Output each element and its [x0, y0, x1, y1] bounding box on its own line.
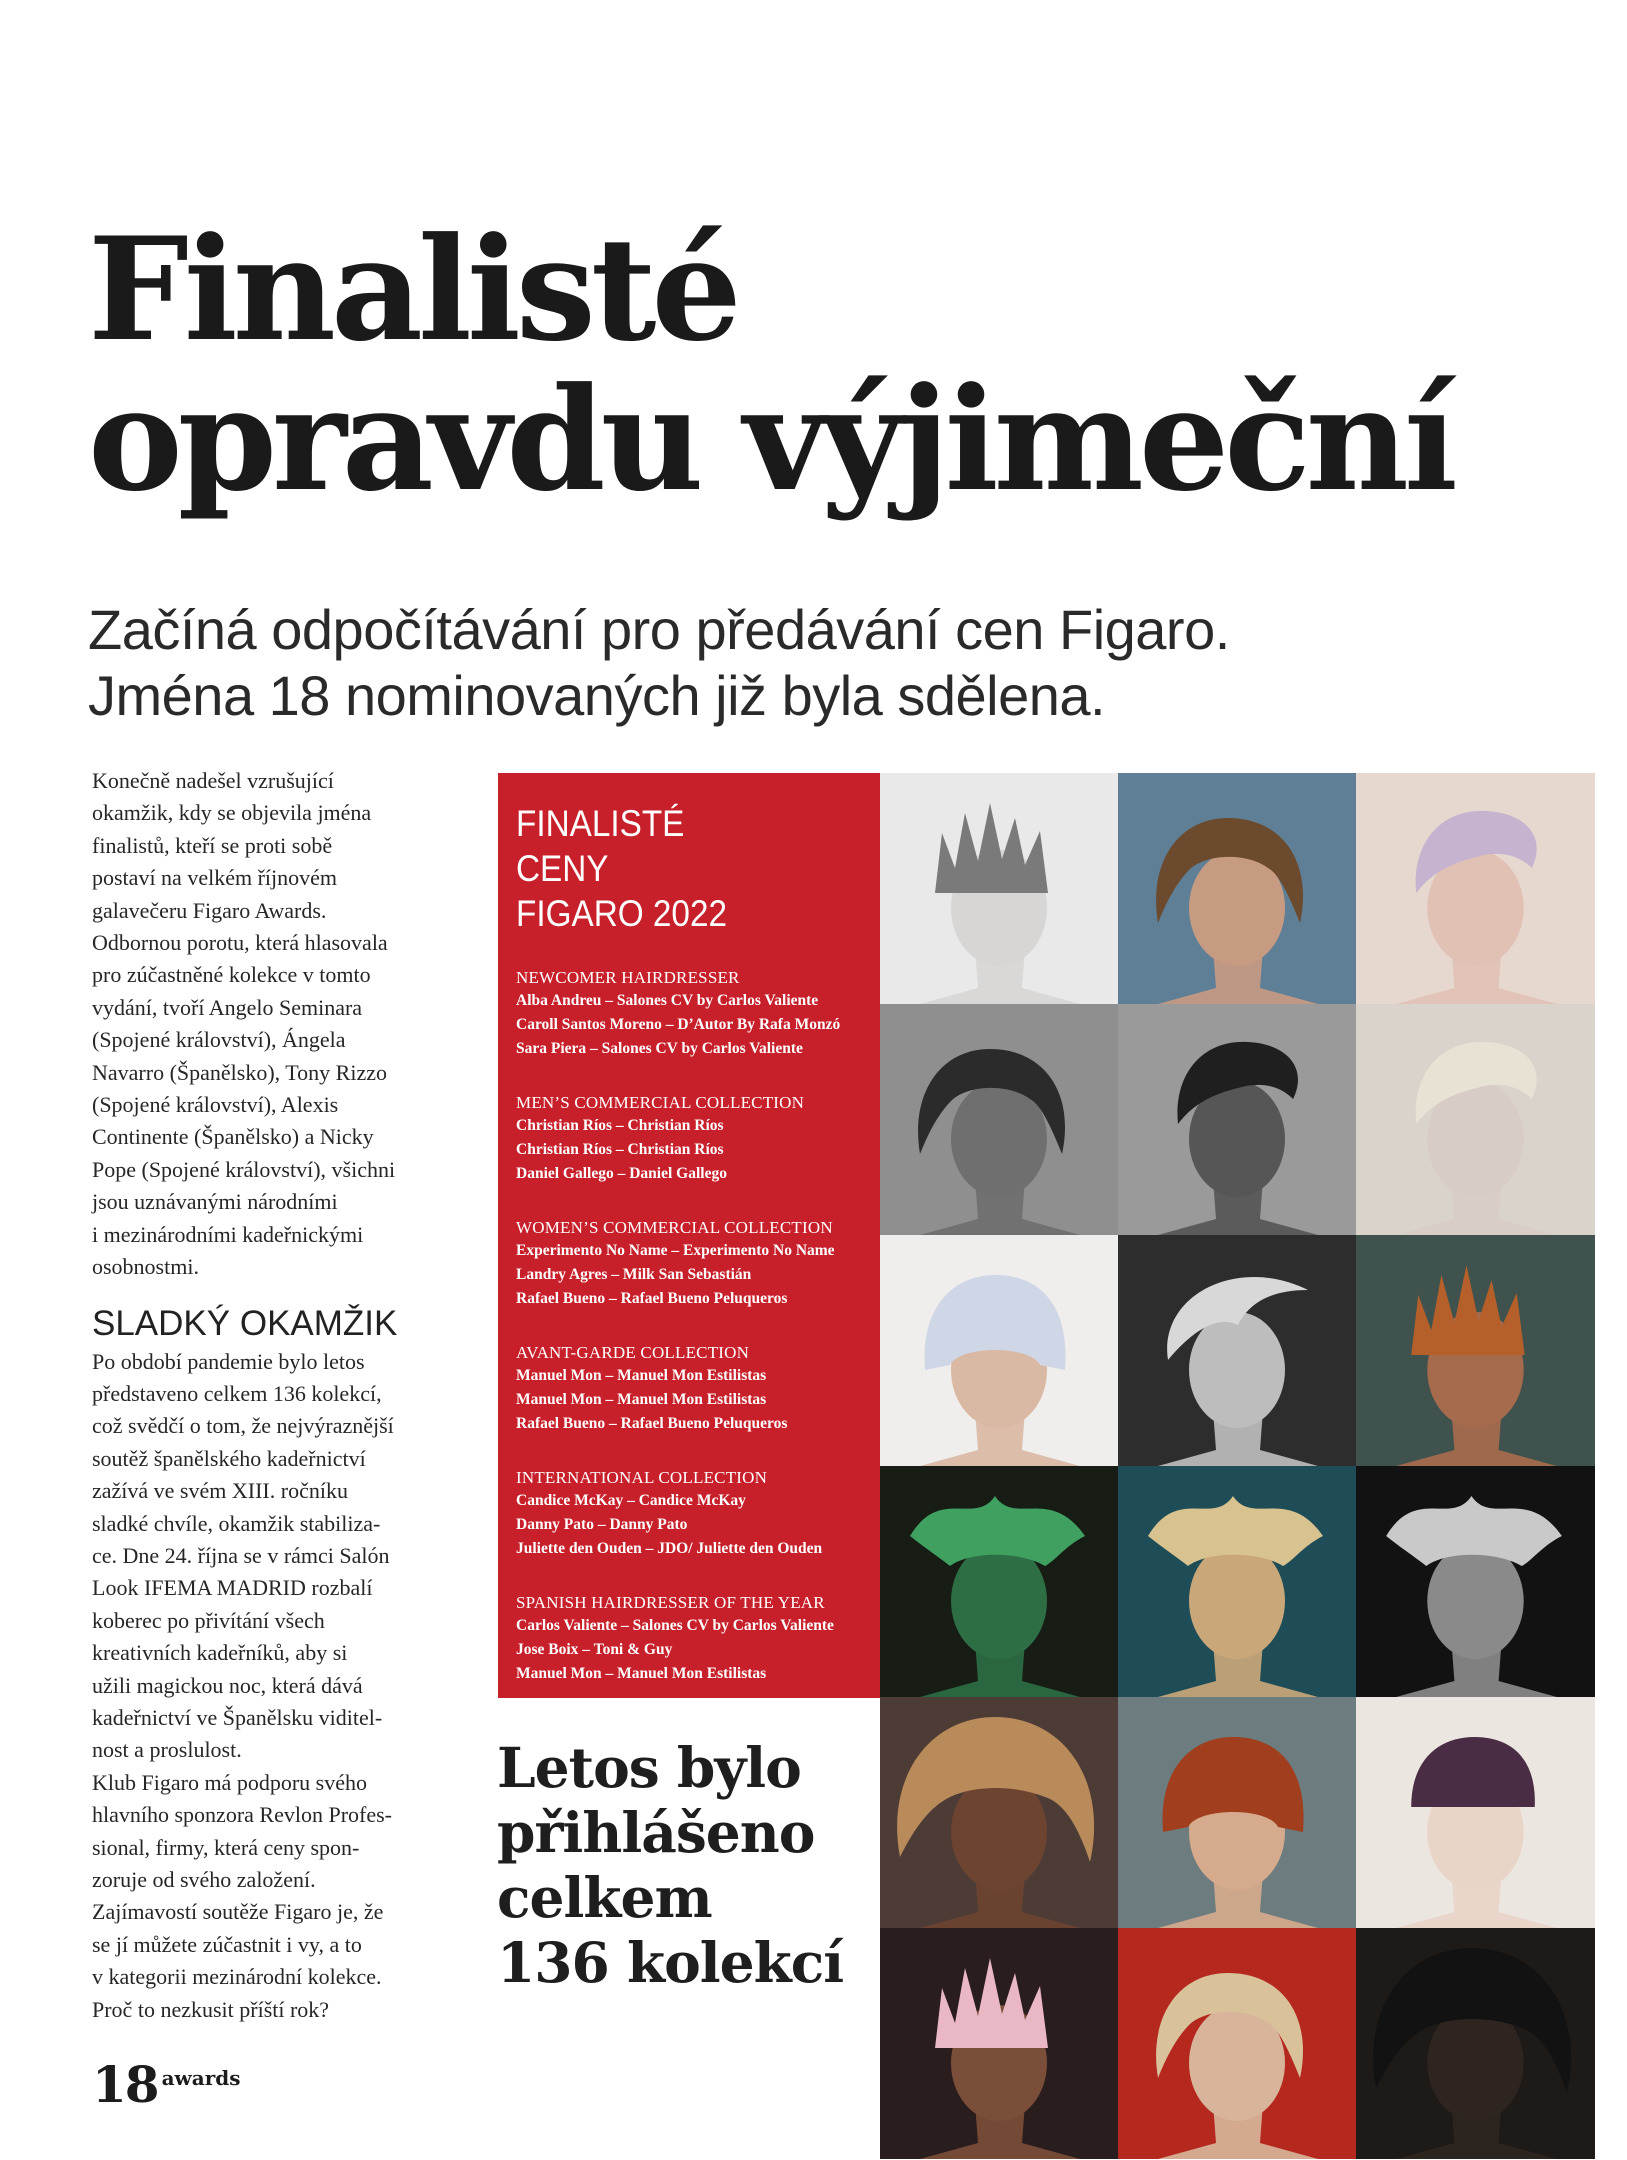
category-womens-commercial: [516, 1216, 862, 1311]
category-spanish-hairdresser: [516, 1591, 862, 1686]
hairstyle-photo: [880, 1466, 1118, 1697]
finalist-entry: Caroll Santos Moreno – D’Autor By Rafa Monzó: [516, 1016, 841, 1033]
sidebar-title-line: FIGARO 2022: [516, 893, 727, 934]
portrait-image: [880, 773, 1118, 1004]
category-name: INTERNATIONAL COLLECTION: [516, 1468, 768, 1487]
finalist-entry: Alba Andreu – Salones CV by Carlos Valiente: [516, 992, 819, 1009]
sidebar-title: [516, 801, 827, 936]
hairstyle-photo: [1356, 1697, 1595, 1928]
hairstyle-photo: [880, 773, 1118, 1004]
finalist-entry: Jose Boix – Toni & Guy: [516, 1641, 673, 1658]
section-label: awards: [161, 2066, 241, 2090]
hairstyle-photo: [880, 1928, 1118, 2159]
portrait-face: [1427, 1543, 1523, 1659]
hairstyle-photo: [880, 1235, 1118, 1466]
hairstyle-photo: [1356, 773, 1595, 1004]
finalist-entry: Manuel Mon – Manuel Mon Estilistas: [516, 1665, 767, 1682]
category-avant-garde: [516, 1341, 862, 1436]
category-name: NEWCOMER HAIRDRESSER: [516, 968, 740, 987]
portrait-image: [1356, 773, 1595, 1004]
portrait-image: [1356, 1004, 1595, 1235]
page-number: 18: [92, 2055, 158, 2114]
portrait-image: [1118, 1697, 1356, 1928]
portrait-image: [880, 1928, 1118, 2159]
hairstyle-photo: [1118, 1004, 1356, 1235]
finalist-entry: Manuel Mon – Manuel Mon Estilistas: [516, 1367, 767, 1384]
hairstyle-photo: [1118, 773, 1356, 1004]
section-paragraph: Po období pandemie bylo letos představeno celkem 136 kolekcí, což svědčí o tom, že nejvýraznější soutěž španělského kadeřnictví zažívá ve svém XIII. ročníku sladké chvíle, okamžik stabiliza- ce. Dne 24. října se v rámci Salón Look IFEMA MADRID rozbalí koberec po přivítání všech kreativních kadeřníků, aby si užili magickou noc, která dává kadeřnictví ve Španělsku viditel- nost a proslulost. Klub Figaro má podporu svého hlavního sponzora Revlon Profes- sional, firmy, která ceny spon- zoruje od svého založení. Zajímavostí soutěže Figaro je, že se jí můžete zúčastnit i vy, a to v kategorii mezinárodní kolekce. Proč to nezkusit příští rok?: [92, 1348, 394, 2022]
finalist-entry: Rafael Bueno – Rafael Bueno Peluqueros: [516, 1415, 788, 1432]
intro-paragraph: Konečně nadešel vzrušující okamžik, kdy se objevila jména finalistů, kteří se proti sobě postaví na velkém říjnovém galavečeru Figaro Awards. Odbornou porotu, která hlasovala pro zúčastněné kolekce v tomto vydání, tvoří Angelo Seminara (Spojené království), Ángela Navarro (Španělsko), Tony Rizzo (Spojené království), Alexis Continente (Španělsko) a Nicky Pope (Spojené království), všichni jsou uznávanými národními i mezinárodními kadeřnickými osobnostmi.: [92, 768, 396, 1280]
finalist-entry: Candice McKay – Candice McKay: [516, 1492, 746, 1509]
portrait-image: [1356, 1466, 1595, 1697]
finalist-entry: Experimento No Name – Experimento No Name: [516, 1242, 835, 1259]
pull-quote-line: přihlášeno: [497, 1800, 815, 1865]
pull-quote-line: celkem: [497, 1865, 712, 1930]
portrait-image: [880, 1466, 1118, 1697]
portrait-image: [880, 1004, 1118, 1235]
title-line-2: opravdu výjimeční: [88, 357, 1453, 523]
portrait-image: [1356, 1697, 1595, 1928]
article-title: [88, 207, 1453, 523]
hairstyle-photo: [1118, 1466, 1356, 1697]
portrait-face: [951, 1543, 1047, 1659]
category-mens-commercial: [516, 1091, 862, 1186]
finalist-entry: Rafael Bueno – Rafael Bueno Peluqueros: [516, 1290, 788, 1307]
hairstyle-photo: [880, 1697, 1118, 1928]
hairstyle-photo: [1118, 1697, 1356, 1928]
subtitle-line-1: Začíná odpočítávání pro předávání cen Figaro.: [88, 598, 1230, 661]
category-international: [516, 1466, 862, 1561]
finalists-sidebar: [498, 773, 880, 1698]
finalist-entry: Landry Agres – Milk San Sebastián: [516, 1266, 752, 1283]
portrait-image: [1118, 773, 1356, 1004]
pull-quote: [497, 1735, 843, 1995]
finalist-entry: Manuel Mon – Manuel Mon Estilistas: [516, 1391, 767, 1408]
hairstyle-photo: [1356, 1004, 1595, 1235]
section-heading: SLADKÝ OKAMŽIK: [92, 1303, 398, 1343]
pull-quote-line: Letos bylo: [497, 1735, 801, 1800]
category-name: AVANT-GARDE COLLECTION: [516, 1343, 750, 1362]
title-line-1: Finalisté: [88, 207, 737, 373]
portrait-image: [1118, 1928, 1356, 2159]
finalist-entry: Daniel Gallego – Daniel Gallego: [516, 1165, 727, 1182]
portrait-image: [880, 1697, 1118, 1928]
hairstyle-photo: [1356, 1235, 1595, 1466]
finalist-entry: Juliette den Ouden – JDO/ Juliette den Ouden: [516, 1540, 823, 1557]
finalist-entry: Danny Pato – Danny Pato: [516, 1516, 688, 1533]
sidebar-title-line: CENY: [516, 848, 609, 889]
category-name: MEN’S COMMERCIAL COLLECTION: [516, 1093, 805, 1112]
subtitle-line-2: Jména 18 nominovaných již byla sdělena.: [88, 664, 1106, 727]
article-subtitle: [88, 597, 1488, 729]
portrait-image: [1118, 1004, 1356, 1235]
hairstyle-photo: [880, 1004, 1118, 1235]
portrait-image: [880, 1235, 1118, 1466]
portrait-image: [1118, 1235, 1356, 1466]
category-newcomer: [516, 966, 862, 1061]
portrait-face: [1189, 1312, 1285, 1428]
hairstyle-photo: [1118, 1235, 1356, 1466]
finalist-entry: Carlos Valiente – Salones CV by Carlos Valiente: [516, 1617, 834, 1634]
finalist-entry: Christian Ríos – Christian Ríos: [516, 1117, 724, 1134]
hairstyle-photo-grid: [880, 773, 1595, 2160]
hairstyle-photo: [1356, 1928, 1595, 2159]
page-folio: [92, 2055, 241, 2114]
pull-quote-line: 136 kolekcí: [497, 1930, 844, 1995]
portrait-image: [1356, 1928, 1595, 2159]
category-name: SPANISH HAIRDRESSER OF THE YEAR: [516, 1593, 825, 1612]
portrait-image: [1356, 1235, 1595, 1466]
finalist-entry: Sara Piera – Salones CV by Carlos Valiente: [516, 1040, 803, 1057]
sidebar-title-line: FINALISTÉ: [516, 803, 685, 844]
portrait-face: [1189, 1543, 1285, 1659]
finalist-entry: Christian Ríos – Christian Ríos: [516, 1141, 724, 1158]
hairstyle-photo: [1118, 1928, 1356, 2159]
portrait-image: [1118, 1466, 1356, 1697]
body-column: [92, 765, 472, 2026]
hairstyle-photo: [1356, 1466, 1595, 1697]
category-name: WOMEN’S COMMERCIAL COLLECTION: [516, 1218, 833, 1237]
